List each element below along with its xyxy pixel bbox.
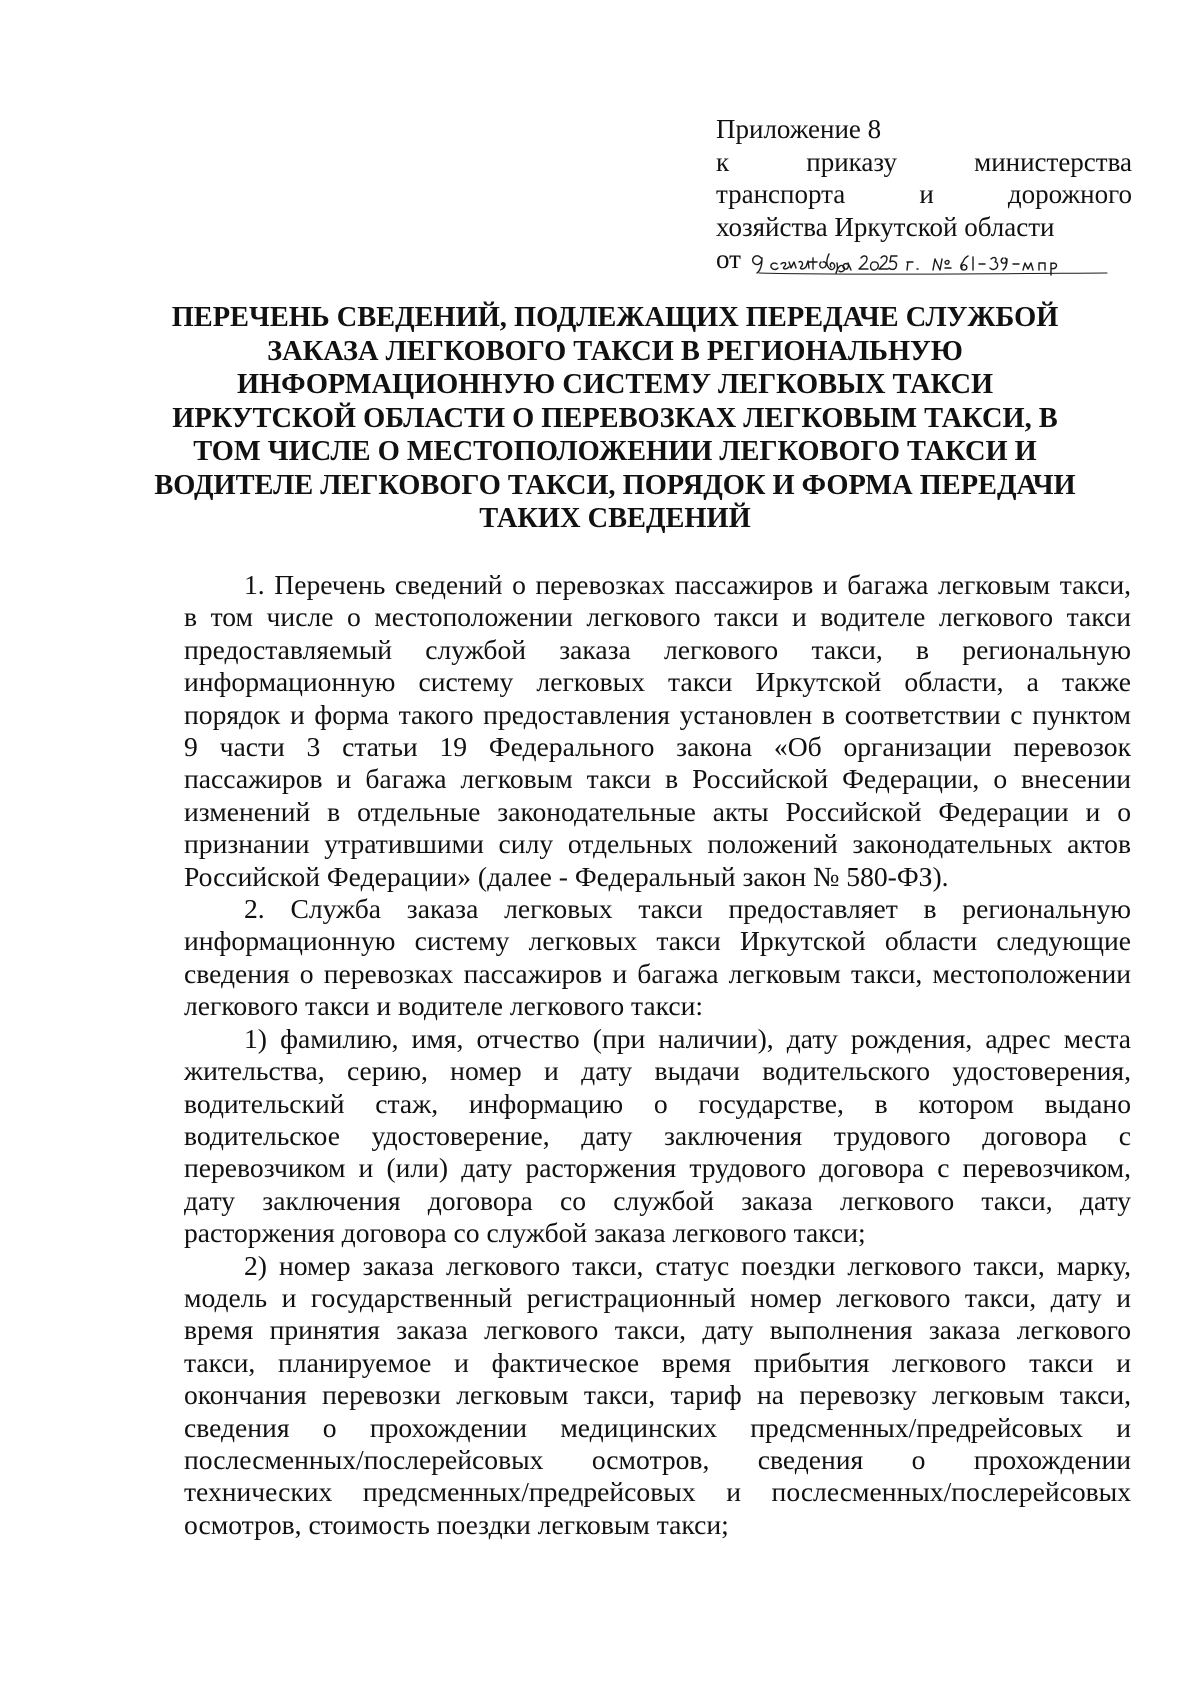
text-line: технических предсменных/предрейсовых и послесменных/послерейсовых <box>184 1476 1131 1508</box>
text-line: Российской Федерации» (далее - Федеральный закон № 580-ФЗ). <box>184 860 949 892</box>
document-title <box>150 301 1080 536</box>
paragraph-2 <box>184 893 1131 1023</box>
text-line: 2) номер заказа легкового такси, статус поездки легкового такси, марку, <box>244 1249 1131 1281</box>
text-line: 9 части 3 статьи 19 Федерального закона «Об организации перевозок <box>184 731 1131 763</box>
text-line: признании утратившими силу отдельных положений законодательных актов <box>184 828 1131 860</box>
list-item-2 <box>184 1250 1131 1542</box>
appendix-title: Приложение 8 <box>716 114 882 144</box>
title-line: ИРКУТСКОЙ ОБЛАСТИ О ПЕРЕВОЗКАХ ЛЕГКОВЫМ ТАКСИ, В <box>172 402 1058 434</box>
text-line: информационную систему легковых такси Иркутской области следующие <box>184 925 1131 957</box>
appendix-word: приказу <box>806 146 897 177</box>
paragraph-1 <box>184 569 1131 893</box>
text-line: такси, планируемое и фактическое время прибытия легкового такси и <box>184 1346 1131 1378</box>
appendix-word: к <box>716 146 730 177</box>
text-line: информационную систему легковых такси Иркутской области, а также <box>184 666 1131 698</box>
text-line: модель и государственный регистрационный номер легкового такси, дату и <box>184 1281 1131 1313</box>
text-line: 1) фамилию, имя, отчество (при наличии), дату рождения, адрес места <box>244 1022 1131 1054</box>
text-line: время принятия заказа легкового такси, дату выполнения заказа легкового <box>184 1314 1131 1346</box>
order-prefix: от <box>716 244 741 274</box>
text-line: предоставляемый службой заказа легкового такси, в региональную <box>184 633 1131 665</box>
text-line: в том числе о местоположении легкового такси и водителе легкового такси <box>184 601 1131 633</box>
text-line: пассажиров и багажа легковым такси в Российской Федерации, о внесении <box>184 763 1131 795</box>
appendix-word: министерства <box>974 146 1132 177</box>
appendix-word: транспорта <box>716 179 846 209</box>
text-line: послесменных/послерейсовых осмотров, сведения о прохождении <box>184 1443 1131 1475</box>
title-line: ИНФОРМАЦИОННУЮ СИСТЕМУ ЛЕГКОВЫХ ТАКСИ <box>236 369 994 400</box>
title-line: ПЕРЕЧЕНЬ СВЕДЕНИЙ, ПОДЛЕЖАЩИХ ПЕРЕДАЧЕ СЛУЖБОЙ <box>171 302 1059 333</box>
appendix-word: и <box>919 179 934 209</box>
text-line: изменений в отдельные законодательные акты Российской Федерации и о <box>184 795 1131 827</box>
title-line: ЗАКАЗА ЛЕГКОВОГО ТАКСИ В РЕГИОНАЛЬНУЮ <box>267 335 963 367</box>
appendix-word: дорожного <box>1007 179 1132 209</box>
text-line: сведения о перевозках пассажиров и багажа легковым такси, местоположении <box>184 957 1131 989</box>
document-body <box>184 569 1131 1541</box>
handwritten-date-number <box>751 244 1113 274</box>
order-date-line <box>716 243 1132 276</box>
text-line: водительское удостоверение, дату заключения трудового договора с <box>184 1119 1131 1151</box>
text-line: дату заключения договора со службой заказа легкового такси, дату <box>184 1184 1131 1216</box>
list-item-1 <box>184 1023 1131 1250</box>
appendix-line-3 <box>716 178 1132 211</box>
title-line: ТАКИХ СВЕДЕНИЙ <box>479 503 751 534</box>
text-line: 1. Перечень сведений о перевозках пассажиров и багажа легковым такси, <box>244 569 1131 600</box>
appendix-line-4: хозяйства Иркутской области <box>716 211 1055 242</box>
text-line: 2. Служба заказа легковых такси предоставляет в региональную <box>244 893 1131 925</box>
text-line: осмотров, стоимость поездки легковым такси; <box>184 1508 729 1540</box>
text-line: сведения о прохождении медицинских предсменных/предрейсовых и <box>184 1411 1131 1443</box>
text-line: окончания перевозки легковым такси, тариф на перевозку легковым такси, <box>184 1379 1131 1411</box>
text-line: жительства, серию, номер и дату выдачи водительского удостоверения, <box>184 1055 1131 1087</box>
text-line: легкового такси и водителе легкового такси: <box>184 990 704 1022</box>
text-line: расторжения договора со службой заказа легкового такси; <box>184 1217 866 1249</box>
title-line: ТОМ ЧИСЛЕ О МЕСТОПОЛОЖЕНИИ ЛЕГКОВОГО ТАКСИ И <box>193 436 1037 467</box>
text-line: перевозчиком и (или) дату расторжения трудового договора с перевозчиком, <box>184 1152 1131 1184</box>
appendix-line-2 <box>716 146 1132 179</box>
title-line: ВОДИТЕЛЕ ЛЕГКОВОГО ТАКСИ, ПОРЯДОК И ФОРМА ПЕРЕДАЧИ <box>154 469 1076 501</box>
text-line: порядок и форма такого предоставления установлен в соответствии с пунктом <box>184 698 1131 730</box>
text-line: водительский стаж, информацию о государстве, в котором выдано <box>184 1087 1131 1119</box>
appendix-block <box>716 113 1132 276</box>
